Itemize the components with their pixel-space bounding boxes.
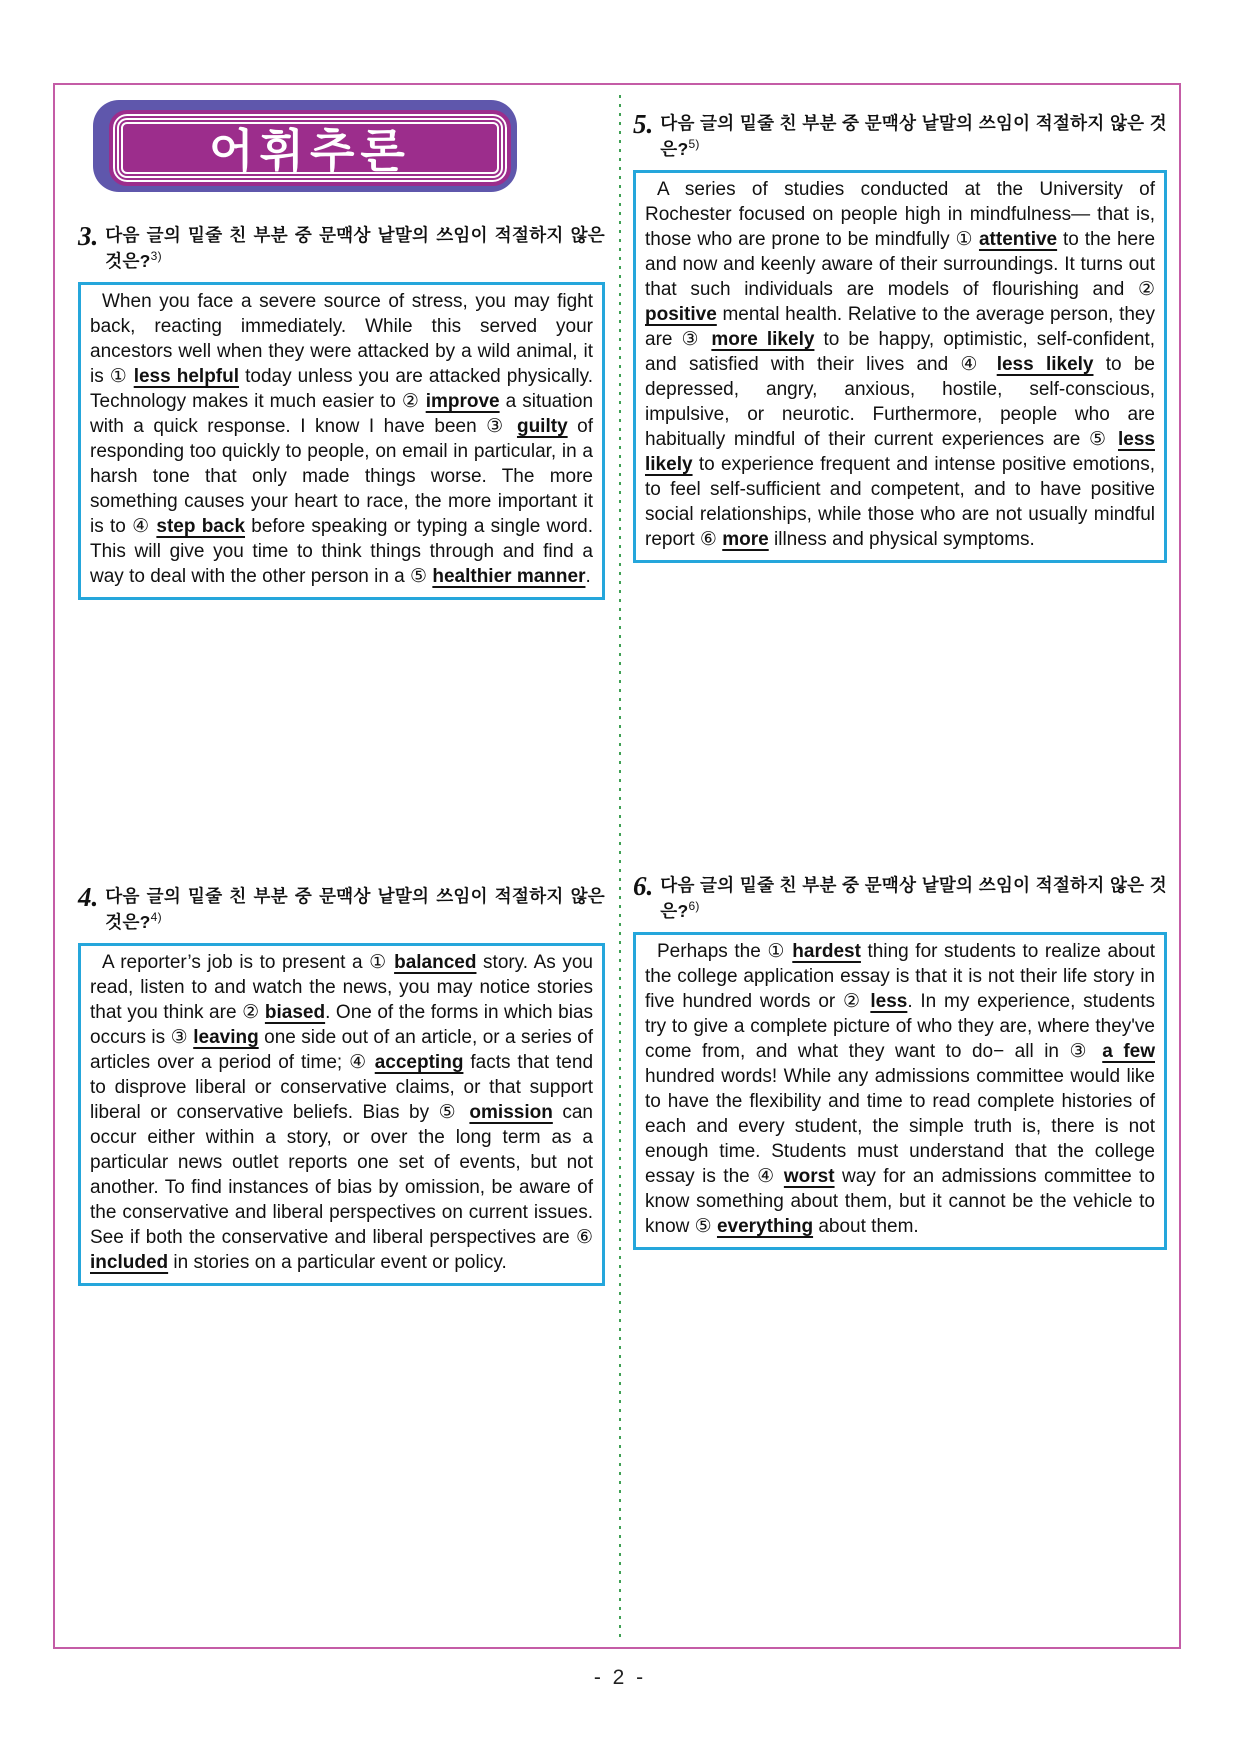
footnote-marker: 6): [688, 899, 700, 914]
choice-marker: ③: [681, 327, 703, 350]
question-prompt: [660, 110, 1167, 163]
passage-text: Perhaps the ① hardest thing for students to realize about the college application essay is that it is not their life story in five hundred words or ② less. In my experience, students try to give a complete picture of who they are, where they've come from, and what they want to do− all in ③ a few hundred words! While any admissions committee would like to have the flexibility and time to read complete histories of each and every student, the simple truth is, there is not enough time. Students must understand that the college essay is the ④ worst way for an admissions committee to know something about them, but it cannot be the vehicle to know ⑤ everything about them.: [645, 939, 1155, 1237]
choice-marker: ③: [486, 414, 508, 437]
question-prompt-text: 다음 글의 밑줄 친 부분 중 문맥상 낱말의 쓰임이 적절하지 않은 것은?: [660, 875, 1167, 922]
choice-word: a few: [1102, 1040, 1155, 1062]
choice-marker: ⑤: [694, 1214, 712, 1237]
choice-word: guilty: [516, 415, 568, 437]
choice-marker: ⑤: [438, 1100, 460, 1123]
choice-word: worst: [783, 1165, 835, 1187]
column-divider: [619, 95, 621, 1643]
choice-marker: ④: [349, 1050, 368, 1073]
choice-marker: ①: [109, 364, 128, 387]
choice-marker: ⑤: [410, 564, 428, 587]
footnote-marker: 5): [688, 137, 700, 152]
choice-word: less: [870, 990, 908, 1012]
question-prompt-text: 다음 글의 밑줄 친 부분 중 문맥상 낱말의 쓰임이 적절하지 않은 것은?: [105, 886, 605, 933]
passage-box: [78, 282, 605, 600]
question-prompt: [660, 872, 1167, 925]
choice-word: positive: [645, 303, 717, 325]
question-number: 4.: [78, 882, 99, 912]
left-column: [78, 83, 605, 1649]
question-6: [633, 872, 1167, 1250]
choice-word: improve: [425, 390, 500, 412]
choice-marker: ②: [242, 1000, 260, 1023]
footnote-marker: 4): [150, 910, 162, 925]
section-badge: [93, 100, 517, 192]
choice-marker: ②: [843, 989, 863, 1012]
question-header: [633, 872, 1167, 925]
passage-box: [633, 932, 1167, 1250]
choice-word: healthier manner: [432, 565, 586, 587]
section-title: 어휘추론: [209, 125, 411, 177]
right-column: [633, 83, 1167, 1649]
question-prompt: [105, 883, 605, 936]
question-number: 6.: [633, 871, 654, 901]
choice-word: more: [722, 528, 769, 550]
question-4: [78, 883, 605, 1286]
choice-word: omission: [469, 1101, 553, 1123]
passage-text: A reporter’s job is to present a ① balanced story. As you read, listen to and watch the news, you may notice stories that you think are ② biased. One of the forms in which bias occurs is ③ leaving one side out of an article, or a series of articles over a period of time; ④ accepting facts that tend to disprove liberal or conservative claims, or that support liberal or conservative beliefs. Bias by ⑤ omission can occur either within a story, or over the long term as a particular news outlet reports one set of events, but not another. To find instances of bias by omission, be aware of the conservative and liberal perspectives on current issues. See if both the conservative and liberal perspectives are ⑥ included in stories on a particular event or policy.: [90, 950, 594, 1273]
question-prompt-text: 다음 글의 밑줄 친 부분 중 문맥상 낱말의 쓰임이 적절하지 않은 것은?: [105, 225, 605, 272]
choice-word: less likely: [645, 428, 1155, 475]
choice-marker: ④: [132, 514, 151, 537]
choice-marker: ⑤: [1088, 427, 1110, 450]
question-5: [633, 110, 1167, 563]
question-number: 3.: [78, 221, 99, 251]
passage-box: [78, 943, 605, 1286]
choice-marker: ①: [767, 939, 786, 962]
passage-text: A series of studies conducted at the University of Rochester focused on people high in mindfulness— that is, those who are prone to be mindfully ① attentive to the here and now and keenly aware of their surroundings. It turns out that such individuals are models of flourishing and ② positive mental health. Relative to the average person, they are ③ more likely to be happy, optimistic, self-confident, and satisfied with their lives and ④ less likely to be depressed, angry, anxious, hostile, self-conscious, impulsive, or neurotic. Furthermore, people who are habitually mindful of their current experiences are ⑤ less likely to experience frequent and intense positive emotions, to feel self-sufficient and competent, and to have positive social relationships, while those who are not usually mindful report ⑥ more illness and physical symptoms.: [645, 178, 1156, 550]
passage-box: [633, 170, 1167, 563]
section-badge-frame: [109, 110, 511, 186]
choice-marker: ②: [1137, 277, 1155, 300]
choice-marker: ⑥: [575, 1225, 593, 1248]
question-header: [633, 110, 1167, 163]
question-number: 5.: [633, 109, 654, 139]
choice-word: hardest: [792, 940, 861, 962]
choice-marker: ④: [757, 1164, 777, 1187]
question-3: [78, 222, 605, 600]
question-prompt: [105, 222, 605, 275]
question-header: [78, 883, 605, 936]
choice-word: leaving: [193, 1026, 259, 1048]
choice-word: biased: [264, 1001, 326, 1023]
passage-text: When you face a severe source of stress, you may fight back, reacting immediately. While this served your ancestors well when they were attacked by a wild animal, it is ① less helpful today unless you are attacked physically. Technology makes it much easier to ② improve a situation with a quick response. I know I have been ③ guilty of responding too quickly to people, on email in particular, in a harsh tone that only made things worse. The more something causes your heart to race, the more important it is to ④ step back before speaking or typing a single word. This will give you time to think things through and find a way to deal with the other person in a ⑤ healthier manner.: [90, 290, 594, 587]
choice-marker: ④: [960, 352, 985, 375]
choice-word: everything: [716, 1215, 814, 1237]
choice-marker: ⑥: [699, 527, 717, 550]
choice-marker: ①: [369, 950, 388, 973]
choice-word: more likely: [711, 328, 815, 350]
choice-word: step back: [156, 515, 246, 537]
choice-word: accepting: [374, 1051, 464, 1073]
choice-marker: ③: [170, 1025, 188, 1048]
choice-marker: ③: [1069, 1039, 1092, 1062]
choice-word: less likely: [996, 353, 1094, 375]
choice-word: balanced: [394, 951, 477, 973]
choice-marker: ②: [401, 389, 420, 412]
question-header: [78, 222, 605, 275]
page-number: - 2 -: [593, 1666, 647, 1689]
choice-word: less helpful: [133, 365, 240, 387]
footnote-marker: 3): [150, 249, 162, 264]
choice-marker: ①: [955, 227, 974, 250]
question-prompt-text: 다음 글의 밑줄 친 부분 중 문맥상 낱말의 쓰임이 적절하지 않은 것은?: [660, 113, 1167, 160]
choice-word: attentive: [978, 228, 1058, 250]
choice-word: included: [90, 1251, 169, 1273]
